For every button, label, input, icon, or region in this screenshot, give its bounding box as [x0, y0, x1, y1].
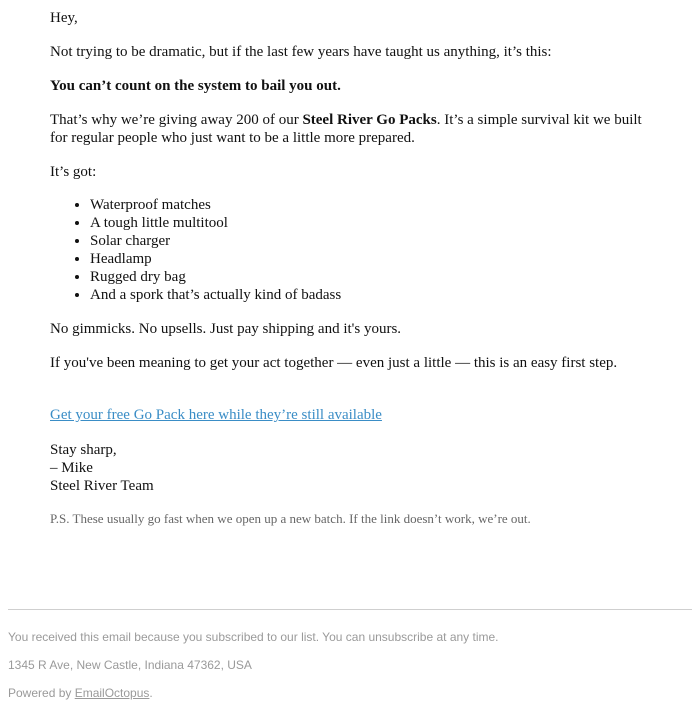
- bold-statement: You can’t count on the system to bail you out.: [50, 78, 341, 94]
- items-intro: It’s got:: [50, 164, 97, 180]
- get-go-pack-link[interactable]: Get your free Go Pack here while they’re still available: [50, 407, 382, 423]
- powered-by-suffix: .: [149, 686, 153, 700]
- list-item: • Waterproof matches: [90, 196, 341, 214]
- mailing-address: 1345 R Ave, New Castle, Indiana 47362, USA: [8, 658, 252, 672]
- list-item: • A tough little multitool: [90, 214, 341, 232]
- list-item: • And a spork that’s actually kind of badass: [90, 286, 341, 304]
- unsubscribe-notice: You received this email because you subscribed to our list. You can unsubscribe at any time.: [8, 630, 499, 644]
- list-item: • Headlamp: [90, 250, 341, 268]
- offer-paragraph: [50, 111, 660, 147]
- kit-items-list: [50, 196, 341, 304]
- list-item: • Rugged dry bag: [90, 268, 341, 286]
- emailoctopus-link[interactable]: EmailOctopus: [74, 686, 150, 700]
- ps-note: P.S. These usually go fast when we open up a new batch. If the link doesn’t work, we’re out.: [50, 511, 531, 526]
- product-name: Steel River Go Packs: [302, 112, 437, 128]
- signoff: [50, 441, 154, 495]
- powered-by: [8, 686, 153, 700]
- signoff-line: Stay sharp,: [50, 442, 117, 458]
- powered-by-prefix: Powered by: [8, 686, 75, 700]
- greeting-text: Hey,: [50, 10, 78, 26]
- first-step-paragraph: If you've been meaning to get your act together — even just a little — this is an easy first step.: [50, 355, 618, 371]
- list-item: • Solar charger: [90, 232, 341, 250]
- offer-text-before: That’s why we’re giving away 200 of our: [50, 112, 303, 128]
- intro-paragraph: Not trying to be dramatic, but if the last few years have taught us anything, it’s this:: [50, 44, 552, 60]
- footer-divider: [8, 609, 692, 610]
- signoff-team: Steel River Team: [50, 478, 154, 494]
- no-gimmicks-paragraph: No gimmicks. No upsells. Just pay shipping and it's yours.: [50, 321, 402, 337]
- signoff-name: – Mike: [50, 460, 93, 476]
- offer-text-after: . It’s a simple survival kit we built for regular people who just want to be a little more prepared.: [50, 112, 642, 146]
